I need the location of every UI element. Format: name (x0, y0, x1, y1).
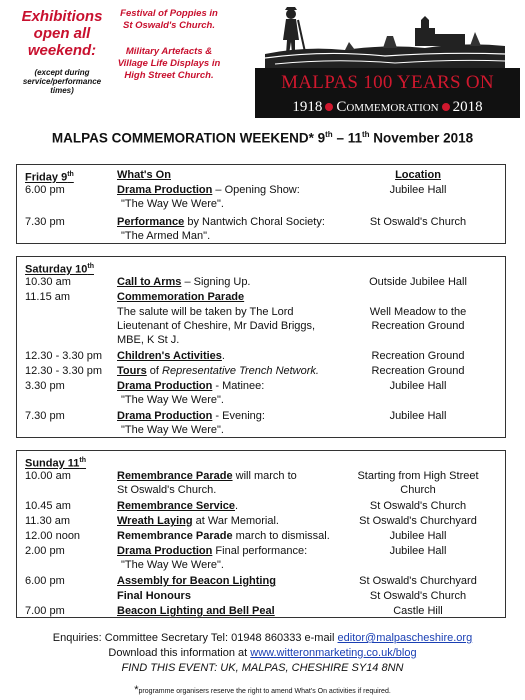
whats-on-heading: What's On (117, 169, 171, 181)
poppy-icon (325, 103, 333, 111)
saturday-schedule: Saturday 10th 10.30 am Call to Arms – Signing Up. Outside Jubilee Hall 11.15 am Commemoration Parade The salute will be taken by The Lord Lieutenant of Cheshire, Mr David Briggs, MBE, K St J. Well Meadow to the Recreation Ground 12.30 - 3.30 pm Children's Activities. Recreation Ground 12.30 - 3.30 pm Tours of Representative Trench Network. Recreation Ground 3.30 pm Drama Production - Matinee: "The Way We Were". Jubilee Hall 7.30 pm Drama Production - Evening: "The Way We Were". Jubilee Hall (16, 256, 506, 438)
day-heading: Sunday 11th (25, 457, 87, 470)
disclaimer: *programme organisers reserve the right to amend What's On activities if required. (134, 684, 391, 696)
sunday-schedule: Sunday 11th 10.00 am Remembrance Parade will march to St Oswald's Church. Starting from High Street Church 10.45 am Remembrance Service. St Oswald's Church 11.30 am Wreath Laying at War Memorial. St Oswald's Churchyard 12.00 noon Remembrance Parade march to dismissal. Jubilee Hall 2.00 pm Drama Production Final performance: "The Way We Were". Jubilee Hall 6.00 pm Assembly for Beacon Lighting St Oswald's Churchyard Final Honours St Oswald's Church 7.00 pm Beacon Lighting and Bell Peal Castle Hill (16, 450, 506, 618)
exhibitions-note: (except during service/performance times) (22, 68, 102, 95)
artefacts-note: Military Artefacts & Village Life Displays in High Street Church. (117, 46, 221, 81)
exhibitions-details (113, 8, 225, 96)
malpas-banner (255, 6, 520, 118)
exhibitions-heading: Exhibitions open all weekend: (21, 8, 103, 59)
banner-title: MALPAS 100 YEARS ON (281, 72, 494, 93)
poppy-icon (442, 103, 450, 111)
location-heading: Location (395, 169, 441, 181)
website-link[interactable]: www.witteronmarketing.co.uk/blog (250, 647, 417, 659)
banner-subtitle: 1918 Commemoration 2018 (292, 99, 483, 115)
find-event-line: FIND THIS EVENT: UK, MALPAS, CHESHIRE SY14 8NN (121, 662, 404, 674)
day-heading: Friday 9th (25, 171, 74, 184)
friday-schedule: Friday 9th What's On Location 6.00 pm Drama Production – Opening Show: "The Way We Were". Jubilee Hall 7.30 pm Performance by Nantwich Choral Society: "The Armed Man". St Oswald's Church (16, 164, 506, 244)
day-heading: Saturday 10th (25, 263, 94, 276)
page-title: MALPAS COMMEMORATION WEEKEND* 9th – 11th November 2018 (51, 130, 474, 146)
email-link[interactable]: editor@malpascheshire.org (337, 632, 473, 644)
download-line: Download this information at www.witteronmarketing.co.uk/blog (108, 647, 417, 659)
enquiries-line: Enquiries: Committee Secretary Tel: 01948 860333 e-mail editor@malpascheshire.org (52, 632, 473, 644)
poppies-note: Festival of Poppies in St Oswald's Church. (120, 8, 218, 31)
banner-title-box (255, 68, 520, 118)
soldier-silhouette-illustration (265, 6, 505, 68)
